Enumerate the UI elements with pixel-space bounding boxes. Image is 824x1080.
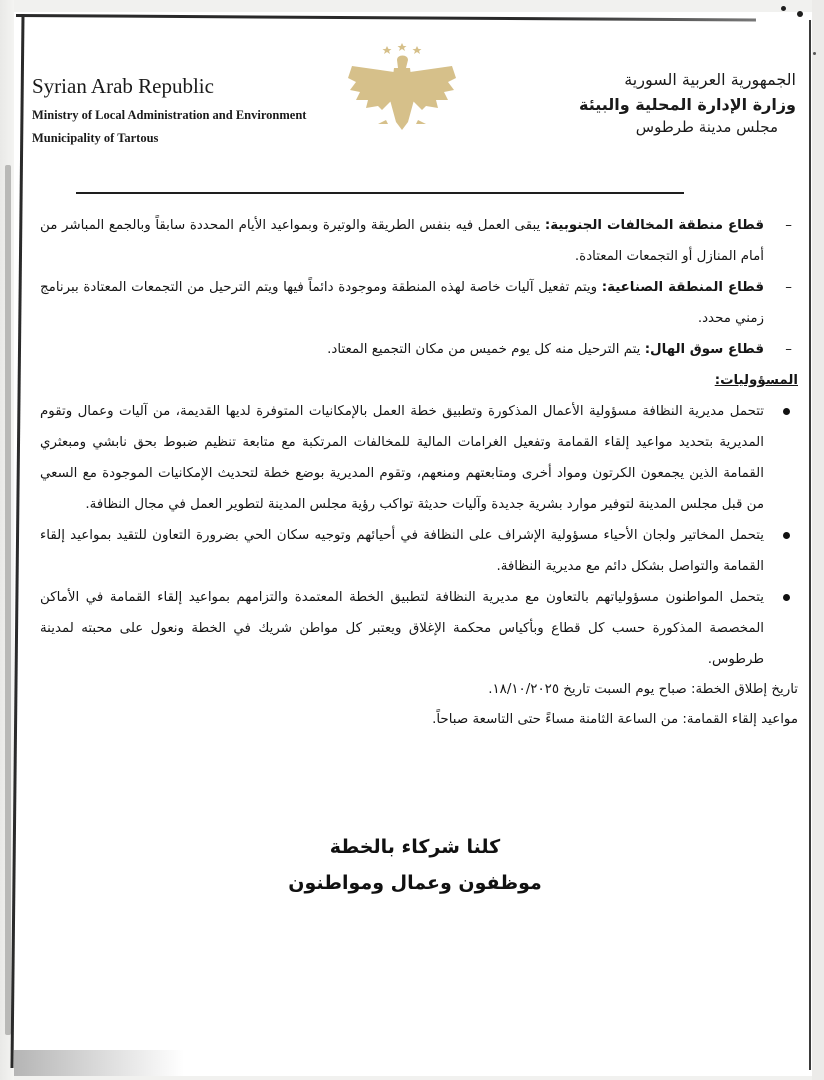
scan-speck <box>781 6 786 11</box>
sector-item <box>40 272 800 334</box>
eagle-head <box>397 56 408 69</box>
dash-marker: – <box>785 280 792 295</box>
sector-name: قطاع منطقة المخالفات الجنوبية: <box>544 218 764 233</box>
scan-speck <box>813 52 816 55</box>
page-edge-right <box>812 0 824 1080</box>
arabic-ministry: وزارة الإدارة المحلية والبيئة <box>578 95 796 114</box>
emblem-star <box>398 43 407 51</box>
header-divider <box>76 192 684 194</box>
responsibilities-heading: المسؤوليات: <box>714 373 798 388</box>
closing-slogan <box>220 836 610 908</box>
responsibility-text: يتحمل المخاتير ولجان الأحياء مسؤولية الإشراف على النظافة في أحيائهم وتوجيه سكان الحي بضرورة التعاون للتقيد بمواعيد إلقاء القمامة والتواصل بشكل دائم مع مديرية النظافة. <box>40 528 764 574</box>
dash-marker: – <box>785 218 792 233</box>
responsibility-item <box>40 582 800 675</box>
english-country-title: Syrian Arab Republic <box>32 74 214 98</box>
responsibility-item <box>40 396 800 520</box>
disposal-times: مواعيد إلقاء القمامة: من الساعة الثامنة مساءً حتى التاسعة صباحاً. <box>432 712 798 727</box>
scan-shadow <box>14 1050 184 1076</box>
emblem-star <box>383 46 392 54</box>
launch-date: تاريخ إطلاق الخطة: صباح يوم السبت تاريخ ١٨/١٠/٢٠٢٥. <box>488 682 798 697</box>
eagle-wing-right <box>410 66 456 110</box>
english-municipality: Municipality of Tartous <box>32 131 159 145</box>
sector-item <box>40 334 800 365</box>
sector-text: ويتم تفعيل آليات خاصة لهذه المنطقة وموجودة دائماً فيها ويتم الترحيل من التجمعات المعتادة ببرنامج زمني محدد. <box>40 280 764 326</box>
english-ministry: Ministry of Local Administration and Environment <box>32 108 307 122</box>
sector-item <box>40 210 800 272</box>
eagle-wing-left <box>348 66 394 110</box>
eagle-emblem-icon <box>342 38 462 138</box>
responsibility-text: يتحمل المواطنون مسؤولياتهم بالتعاون مع مديرية النظافة لتطبيق الخطة المعتمدة والتزامهم بمواعيد إلقاء القمامة في الأماكن المخصصة المذكورة حسب كل قطاع وبأكياس محكمة الإغلاق ويعتبر كل مواطن شريك في الخطة ونعول على محبته لمدينة طرطوس. <box>40 590 764 667</box>
responsibility-text: تتحمل مديرية النظافة مسؤولية الأعمال المذكورة وتطبيق خطة العمل بالإمكانيات المتوفرة لديها القديمة، من آليات وعمال وتقوم المديرية بتحديد مواعيد إلقاء القمامة وتفعيل الغرامات المالية للمخالفات المرتكبة مع متابعة تنظيم ضبوط بحق نابشي ومبعثري القمامة الذين يجمعون الكرتون ومواد أخرى ومتابعتهم ومنعهم، وتقوم المديرية بوضع خطة لتحديث الإمكانيات الموجودة مع السعي من قبل مجلس المدينة لتوفير موارد بشرية جديدة وآليات حديثة تواكب رؤية مجلس المدينة لتطوير العمل في مجال النظافة. <box>40 404 764 512</box>
frame-border-right <box>809 20 811 1070</box>
scan-speck <box>797 11 803 17</box>
responsibility-item <box>40 520 800 582</box>
sector-name: قطاع سوق الهال: <box>644 342 764 357</box>
arabic-country-title: الجمهورية العربية السورية <box>624 70 796 89</box>
bullet-icon <box>783 594 790 601</box>
dash-marker: – <box>785 342 792 357</box>
slogan-line-1: كلنا شركاء بالخطة <box>329 836 501 858</box>
sector-name: قطاع المنطقة الصناعية: <box>601 280 764 295</box>
bullet-icon <box>783 532 790 539</box>
english-letterhead <box>32 74 306 154</box>
page-shadow <box>5 165 11 1035</box>
arabic-letterhead <box>536 70 796 136</box>
sector-text: يبقى العمل فيه بنفس الطريقة والوتيرة وبمواعيد الأيام المحددة سابقاً وبالجمع المباشر من أمام المنازل أو التجمعات المعتادة. <box>40 218 764 264</box>
emblem-star <box>413 46 422 54</box>
document-body <box>40 210 800 735</box>
arabic-municipality: مجلس مدينة طرطوس <box>635 118 778 136</box>
slogan-line-2: موظفون وعمال ومواطنون <box>288 872 542 894</box>
sector-text: يتم الترحيل منه كل يوم خميس من مكان التجميع المعتاد. <box>327 342 641 357</box>
bullet-icon <box>783 408 790 415</box>
